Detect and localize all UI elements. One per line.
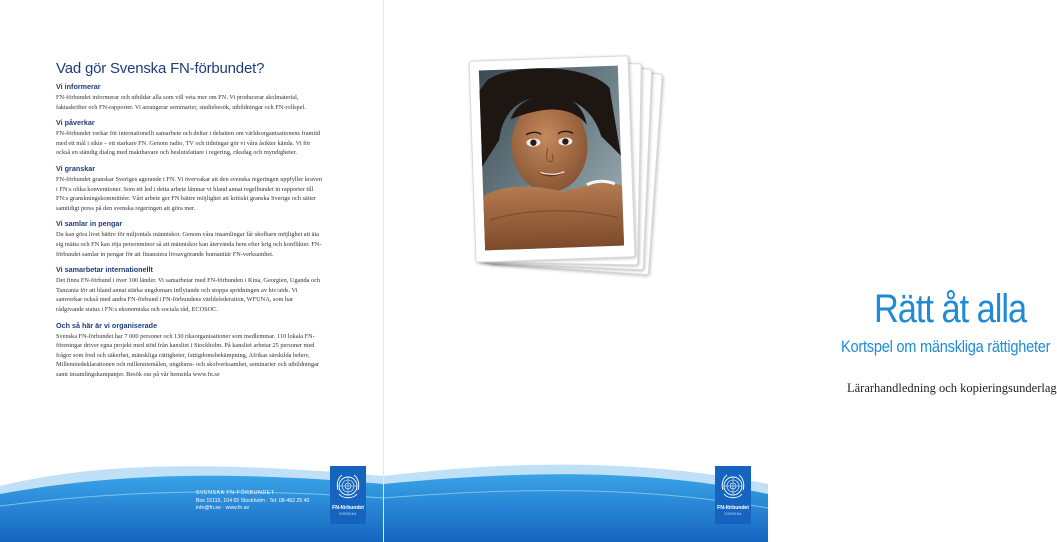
- section-body: FN-förbundet informerar och utbildar alla som vill veta mer om FN. Vi producerar skolmaterial, faktaskrifter och FN-rapporter. Vi arrangerar seminarier, studiebesök, utbildningar och FN-rollspel.: [56, 94, 306, 111]
- fn-logo: [330, 466, 366, 524]
- cover-tagline: Lärarhandledning och kopieringsunderlag: [847, 381, 1057, 395]
- logo-name: FN-förbundet: [717, 505, 749, 511]
- fn-logo: [715, 466, 751, 524]
- footer-org-name: SVENSKA FN-FÖRBUNDET: [196, 490, 275, 496]
- section-body: Du kan göra livet bättre för miljontals människor. Genom våra insamlingar får skolbarn möjlighet att äta sig mätta och FN kan röja personminor så att människor kan återvända hem efter krig och konflikter. FN-förbundet samlar in pengar för att finansiera livsavgörande humanitär FN-verksamhet.: [56, 231, 322, 258]
- section-heading: Vi samlar in pengar: [56, 219, 123, 229]
- footer-contact: [196, 490, 309, 513]
- photo-card: [469, 55, 636, 262]
- photo-card-stack: [472, 58, 658, 272]
- girl-portrait-photo: [479, 66, 624, 251]
- page-title: Vad gör Svenska FN-förbundet?: [56, 60, 265, 77]
- section-body: FN-förbundet verkar för internationellt samarbete och deltar i debatten om världsorganisationens framtid med ett mål i sikte – ett starkare FN. Genom radio, TV och tidningar gör vi våra åsikter kända. Vi för också en ständig dialog med makthavare och beslutsfattare i regering, riksdag och myndigheter.: [56, 130, 321, 157]
- back-cover-page: [0, 0, 384, 542]
- section-heading: Vi granskar: [56, 163, 96, 173]
- section-heading: Och så här är vi organiserade: [56, 320, 158, 330]
- section-body: Det finns FN-förbund i över 100 länder. Vi samarbetar med FN-förbunden i Kina, Georgien, Uganda och Tanzania för att bland annat stärka ungdomars inflytande och stoppa spridningen av hiv/aids. Vi samverkar också med andra FN-förbund i FN-förbundens världsfederation, WFUNA, som har rådgivande status i FN:s ekonomiska och sociala råd, ECOSOC.: [56, 277, 321, 313]
- section-body: Svenska FN-förbundet har 7 000 personer och 130 riksorganisationer som medlemmar. 110 lokala FN-föreningar driver egna projekt med stöd från kansliet i Stockholm. På kansliet arbetar 25 personer med frågor som fred och säkerhet, mänskliga rättigheter, fattigdomsbekämpning, Afrikas särskilda behov, Millenniedeklarationen och millenniemålen, ungdoms- och skolverksamhet, seminarier och utbildningar samt insamlingskampanjer. Besök oss på vår hemsida www.fn.se: [56, 332, 319, 378]
- logo-name: FN-förbundet: [332, 505, 364, 511]
- section-heading: Vi samarbetar internationellt: [56, 265, 153, 275]
- section-samlar-in: [56, 219, 322, 259]
- section-paverkar: [56, 118, 322, 158]
- front-cover-page: [384, 0, 1057, 542]
- logo-sub: SVENSKA: [724, 512, 742, 516]
- section-granskar: [56, 164, 322, 213]
- logo-sub: SVENSKA: [339, 512, 357, 516]
- section-heading: Vi påverkar: [56, 118, 95, 128]
- section-heading: Vi informerar: [56, 82, 101, 91]
- cover-title: Rätt åt alla: [874, 287, 1027, 331]
- un-emblem-icon: [718, 472, 748, 502]
- section-organiserade: [56, 321, 322, 380]
- footer-wave-band: [384, 454, 768, 542]
- info-sections: [56, 82, 322, 385]
- footer-email-web: info@fn.se · www.fn.se: [196, 505, 250, 511]
- section-samarbetar: [56, 265, 322, 314]
- un-emblem-icon: [333, 472, 363, 502]
- cover-subtitle: Kortspel om mänskliga rättigheter: [841, 337, 1051, 356]
- footer-address: Box 15115, 104 65 Stockholm · Tel: 08-462 25 40: [196, 497, 310, 504]
- section-informerar: [56, 82, 322, 112]
- section-body: FN-förbundet granskar Sveriges agerande i FN. Vi övervakar att den svenska regeringen uppfyller kraven i FN:s olika konventioner. Som ett led i detta arbete lämnar vi bland annat regelbundet in rapporter till FN:s granskningskommittéer. Vårt arbete ger FN bättre möjlighet att kritiskt granska Sverige och sätter samtidigt press på den svenska regeringen att göra mer.: [56, 175, 322, 212]
- footer-wave-band: [0, 454, 384, 542]
